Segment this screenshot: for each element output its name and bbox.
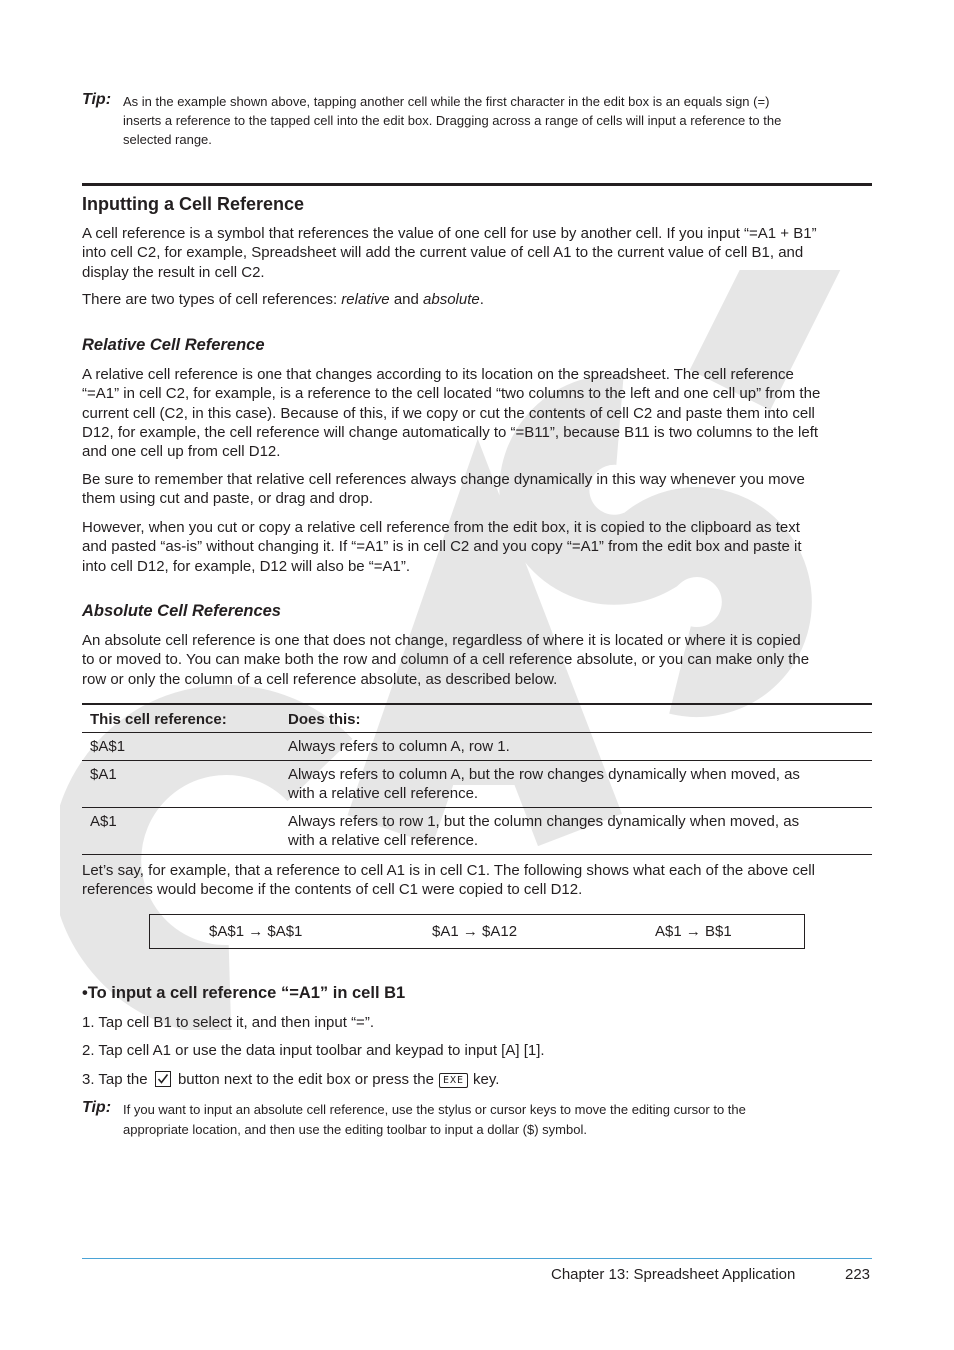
absolute-para-1: An absolute cell reference is one that does not change, regardless of where it is located or where it is copied to or moved to. You can make both the row and column of a cell reference absolute, or you can make only the row or only the column of a cell reference absolute, as described below.: [82, 632, 810, 688]
tip-line: selected range.: [123, 132, 212, 147]
example-box: [149, 914, 805, 949]
table-row: [82, 761, 872, 808]
section-title: Inputting a Cell Reference: [82, 194, 305, 214]
example-item: $A1 → $A12: [432, 923, 518, 940]
relative-para-3: However, when you cut or copy a relative cell reference from the edit box, it is copied to the clipboard as text and pasted “as-is” without changing it. If “=A1” is in cell C2 and you copy “=A1” from the edit box and paste it into cell D12, for example, D12 will also be “=A1”.: [82, 519, 802, 575]
table-header: This cell reference:: [90, 711, 227, 728]
section-divider: [82, 183, 872, 186]
table-row: [82, 808, 872, 855]
table-cell-desc: Always refers to row 1, but the column changes dynamically when moved, as with a relative cell reference.: [288, 813, 800, 849]
example-item: A$1 → B$1: [655, 923, 732, 940]
cell-reference-table: [82, 703, 872, 855]
footer-divider: [82, 1258, 872, 1259]
absolute-title: Absolute Cell References: [82, 602, 281, 620]
checkmark-button-icon: [155, 1071, 171, 1087]
tip-label: Tip:: [82, 91, 112, 108]
table-cell-ref: $A1: [90, 766, 117, 783]
relative-para-2: Be sure to remember that relative cell references always change dynamically in this way whenever you move them using cut and paste, or drag and drop.: [82, 471, 805, 508]
table-cell-desc: Always refers to column A, row 1.: [288, 738, 510, 755]
step-2: 2. Tap cell A1 or use the data input toolbar and keypad to input [A] [1].: [82, 1042, 545, 1059]
table-header: Does this:: [288, 711, 361, 728]
tip-text: [123, 92, 868, 149]
table-cell-ref: A$1: [90, 813, 117, 830]
bullet-icon: •: [82, 984, 88, 1002]
table-row: [82, 733, 872, 761]
tip-text: [123, 1100, 868, 1140]
procedure-title: •To input a cell reference “=A1” in cell B1: [82, 984, 406, 1002]
table-cell-ref: $A$1: [90, 738, 126, 755]
relative-para-1: A relative cell reference is one that changes according to its location on the spreadsheet. The cell reference “=A1” in cell C2, for example, is a reference to the cell located “two columns to the left and one cell up” from the current cell (C2, in this case). Because of this, if we copy or cut the contents of cell C2 and paste them into cell D12, for example, the cell reference will change automatically to “=B11”, because B11 is two columns to the left and one cell up from cell D12.: [82, 366, 821, 461]
table-cell-desc: Always refers to column A, but the row changes dynamically when moved, as with a relative cell reference.: [288, 766, 800, 802]
step-3: 3. Tap the button next to the edit box or press the EXE key.: [82, 1071, 500, 1088]
reference-types: There are two types of cell references: relative and absolute.: [82, 291, 484, 308]
exe-key-icon: EXE: [439, 1073, 468, 1088]
section-intro: A cell reference is a symbol that references the value of one cell for use by another cell. If you input “=A1 + B1” into cell C2, for example, Spreadsheet will add the current value of cell A1 to the current value of cell B1, and display the result in cell C2.: [82, 225, 817, 281]
example-item: $A$1 → $A$1: [209, 923, 303, 940]
table-header-row: [82, 704, 872, 733]
example-intro: Let’s say, for example, that a reference to cell A1 is in cell C1. The following shows what each of the above cell references would become if the contents of cell C1 were copied to cell D12.: [82, 862, 815, 899]
footer-chapter: Chapter 13: Spreadsheet Application: [551, 1266, 796, 1283]
tip-line: If you want to input an absolute cell reference, use the stylus or cursor keys to move the editing cursor to the: [123, 1102, 746, 1117]
tip-line: inserts a reference to the tapped cell into the edit box. Dragging across a range of cells will input a reference to the: [123, 113, 782, 128]
tip-label: Tip:: [82, 1099, 112, 1116]
tip-line: As in the example shown above, tapping another cell while the first character in the edit box is an equals sign (=): [123, 94, 770, 109]
tip-line: appropriate location, and then use the editing toolbar to input a dollar ($) symbol.: [123, 1122, 587, 1137]
page-number: 223: [845, 1266, 871, 1283]
step-1: 1. Tap cell B1 to select it, and then input “=”.: [82, 1014, 374, 1031]
relative-title: Relative Cell Reference: [82, 336, 265, 354]
